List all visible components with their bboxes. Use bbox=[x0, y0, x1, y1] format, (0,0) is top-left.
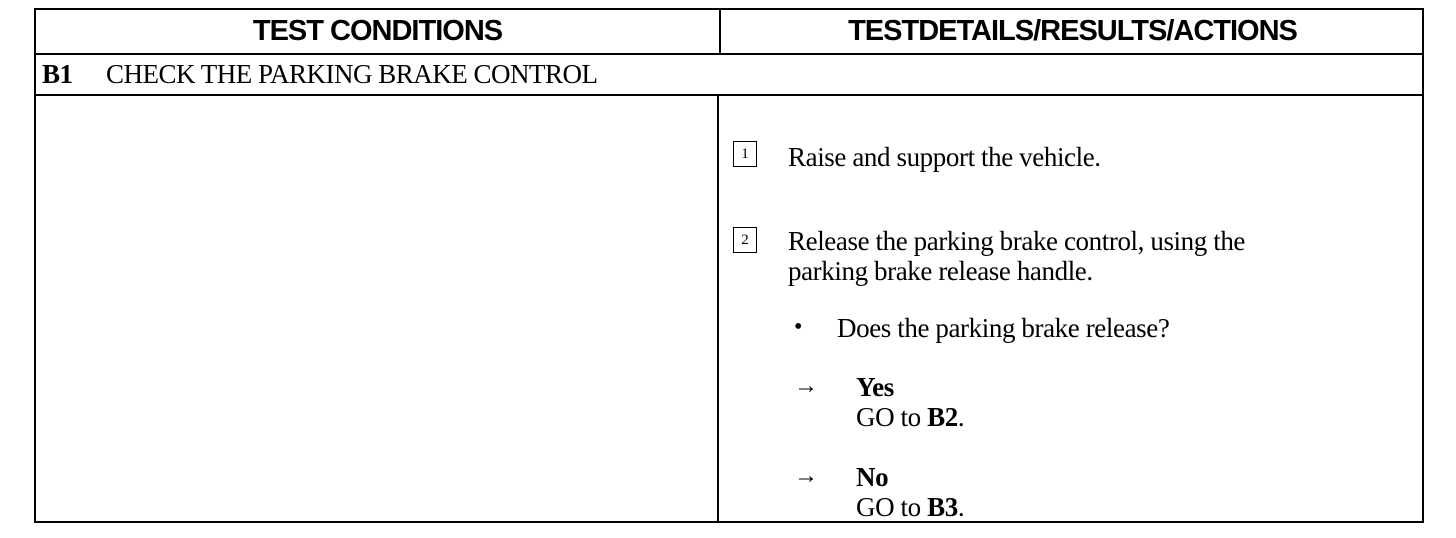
header-divider bbox=[719, 10, 721, 53]
answer-no-action-prefix: GO to bbox=[856, 492, 928, 522]
step-title: CHECK THE PARKING BRAKE CONTROL bbox=[106, 59, 598, 89]
step-title-row bbox=[36, 55, 598, 94]
body-divider bbox=[717, 96, 719, 521]
answer-yes-action bbox=[856, 402, 964, 432]
question-text: Does the parking brake release? bbox=[837, 313, 1170, 343]
step-2-text-line1: Release the parking brake control, using the bbox=[788, 226, 1245, 256]
answer-yes-label: Yes bbox=[856, 372, 894, 402]
answer-no-action bbox=[856, 492, 964, 522]
answer-yes-target[interactable]: B2 bbox=[927, 402, 958, 432]
step-1-text: Raise and support the vehicle. bbox=[788, 142, 1101, 172]
answer-yes-action-prefix: GO to bbox=[856, 402, 928, 432]
answer-yes-action-suffix: . bbox=[957, 402, 965, 432]
test-table bbox=[34, 8, 1424, 523]
test-details-header: TESTDETAILS/RESULTS/ACTIONS bbox=[848, 15, 1297, 47]
step-number-box-2: 2 bbox=[733, 227, 757, 253]
step-rule bbox=[36, 94, 1422, 96]
step-2-text-line2: parking brake release handle. bbox=[788, 256, 1093, 286]
test-conditions-header: TEST CONDITIONS bbox=[252, 15, 503, 47]
right-arrow-icon: → bbox=[794, 373, 818, 399]
answer-no-action-suffix: . bbox=[957, 492, 965, 522]
right-arrow-icon: → bbox=[794, 463, 818, 489]
answer-no-label: No bbox=[856, 462, 889, 492]
bullet-icon: • bbox=[794, 314, 803, 340]
answer-no-target[interactable]: B3 bbox=[927, 492, 958, 522]
step-id: B1 bbox=[42, 59, 73, 89]
step-number-box-1: 1 bbox=[733, 141, 757, 167]
